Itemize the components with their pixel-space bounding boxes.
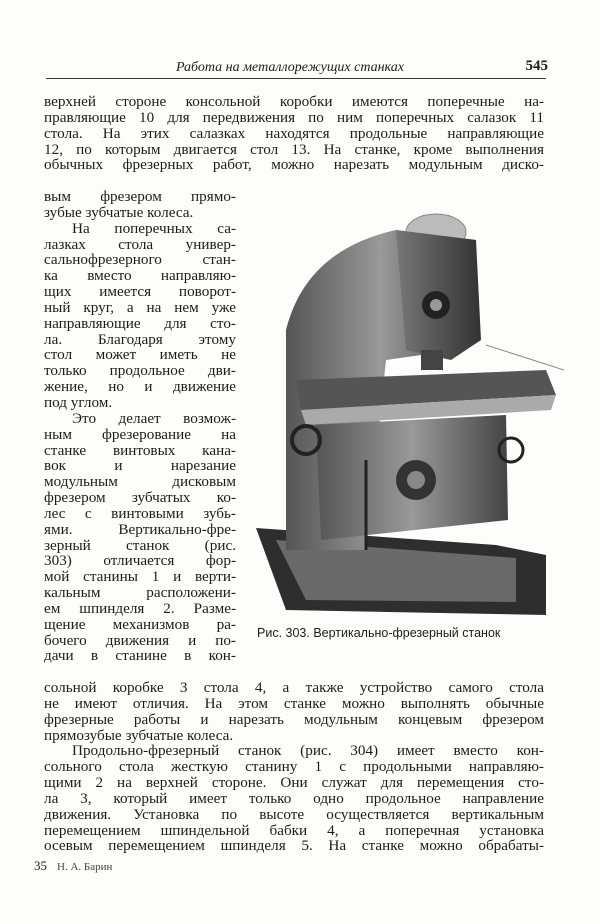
text-line: стола. На этих салазках находятся продольные направляющие bbox=[44, 124, 544, 142]
text-line: перемещением шпиндельной бабки 4, а поперечная установка bbox=[44, 821, 544, 839]
running-header bbox=[46, 58, 546, 79]
text-line: щими 2 на верхней стороне. Они служат для перемещения сто- bbox=[44, 774, 544, 792]
text-line: правляющие 10 для передвижения по ним поперечных салазок 11 bbox=[44, 108, 544, 126]
text-line: дачи в станине в кон- bbox=[44, 647, 236, 665]
text-line: Продольно-фрезерный станок (рис. 304) имеет вместо кон- bbox=[72, 742, 544, 760]
text-line: модульным дисковым bbox=[44, 473, 236, 491]
text-line: осевым перемещением шпинделя 5. На станке можно обрабаты- bbox=[44, 837, 544, 855]
text-line: Это делает возмож- bbox=[72, 409, 236, 427]
text-line: щих имеется поворот- bbox=[44, 283, 236, 301]
paragraph-top bbox=[44, 94, 544, 173]
text-line: станке винтовых кана- bbox=[44, 441, 236, 459]
text-line: лес с винтовыми зубь- bbox=[44, 504, 236, 522]
text-line: кальным расположени- bbox=[44, 584, 236, 602]
text-line: вым фрезером прямо- bbox=[44, 188, 236, 205]
text-line: под углом. bbox=[44, 393, 113, 411]
text-line: сольной коробке 3 стола 4, а также устройство самого стола bbox=[44, 679, 544, 696]
text-line: 12, по которым двигается стол 13. На станке, кроме выполнения bbox=[44, 140, 544, 158]
header-title: Работа на металлорежущих станках bbox=[176, 60, 404, 75]
text-line: прямозубые зубчатые колеса. bbox=[44, 726, 234, 744]
text-line: ла 3, который имеет только одно продольное направление bbox=[44, 789, 544, 807]
text-line: фрезерные работы и нарезать модульным концевым фрезером bbox=[44, 710, 544, 728]
text-line: щение механизмов ра- bbox=[44, 615, 236, 633]
text-line: верхней стороне консольной коробки имеются поперечные на- bbox=[44, 93, 544, 110]
text-line: ка вместо направляю- bbox=[44, 267, 236, 285]
footer-signature bbox=[34, 858, 112, 874]
narrow-column-text bbox=[44, 189, 236, 664]
text-line: ным фрезерование на bbox=[44, 425, 236, 443]
text-line: зерный станок (рис. bbox=[44, 536, 236, 554]
text-line: ный круг, а на нем уже bbox=[44, 298, 236, 316]
text-line: зубые зубчатые колеса. bbox=[44, 203, 194, 221]
text-line: лазках стола универ- bbox=[44, 235, 236, 253]
text-line: направляющие для сто- bbox=[44, 314, 236, 332]
text-line: фрезером зубчатых ко- bbox=[44, 489, 236, 507]
text-line: мой станины 1 и верти- bbox=[44, 568, 236, 586]
author-name: Н. А. Барин bbox=[57, 861, 113, 873]
figure-caption: Рис. 303. Вертикально-фрезерный станок bbox=[257, 626, 501, 640]
paragraph-bottom bbox=[44, 680, 544, 854]
text-line: обычных фрезерных работ, можно нарезать модульным диско- bbox=[44, 156, 544, 174]
text-line: ем шпинделя 2. Разме- bbox=[44, 599, 236, 617]
text-line: жение, но и движение bbox=[44, 378, 236, 396]
text-line: движения. Установка по высоте осуществляется вертикальным bbox=[44, 805, 544, 823]
text-line: не имеют отличия. На этом станке можно выполнять обычные bbox=[44, 694, 544, 712]
text-line: сальнофрезерного стан- bbox=[44, 251, 236, 269]
text-line: ями. Вертикально-фре- bbox=[44, 520, 236, 538]
text-line: ла. Благодаря этому bbox=[44, 330, 236, 348]
milling-machine-figure bbox=[246, 210, 564, 622]
text-line: вок и нарезание bbox=[44, 457, 236, 475]
page-number: 545 bbox=[525, 58, 548, 74]
text-line: только продольное дви- bbox=[44, 362, 236, 380]
text-line: бочего движения и по- bbox=[44, 631, 236, 649]
signature-number: 35 bbox=[34, 858, 47, 873]
text-line: 303) отличается фор- bbox=[44, 552, 236, 570]
text-line: сольного стола жесткую станину 1 с продольными направляю- bbox=[44, 758, 544, 776]
text-line: На поперечных са- bbox=[72, 219, 236, 237]
text-line: стол может иметь не bbox=[44, 346, 236, 364]
